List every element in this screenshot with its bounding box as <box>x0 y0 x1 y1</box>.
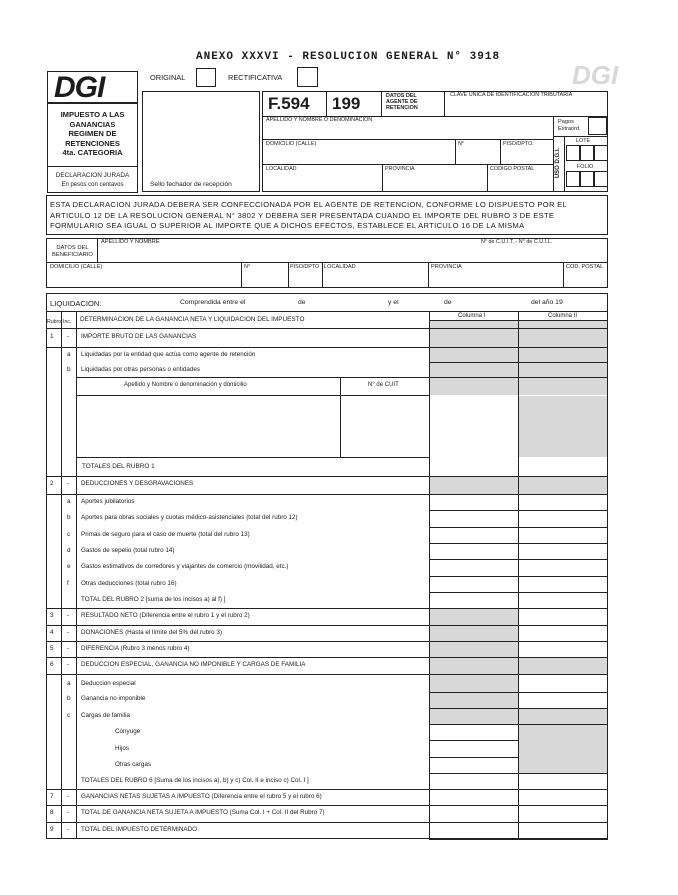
row-label: RESULTADO NETO (Diferencia entre el rubro 1 y el rubro 2) <box>81 612 250 619</box>
inciso-letter: - <box>67 809 70 816</box>
ben-piso-label: PISO/DPTO <box>290 264 320 270</box>
form-year: 199 <box>332 94 361 113</box>
inciso-letter: - <box>67 661 70 668</box>
inciso-letter: b <box>67 366 71 373</box>
row-label: Hijos <box>115 745 129 752</box>
row-label: TOTALES DEL RUBRO 6 [Suma de los incisos a), b) y c) Col. II e inciso c) Col. I ] <box>81 777 309 784</box>
row-label: GANANCIAS NETAS SUJETAS A IMPUESTO (Diferencia entre el rubro 5 y el rubro 6) <box>81 793 322 800</box>
row-label: Liquidadas por la entidad que actúa como agente de retención <box>81 351 256 358</box>
inciso-letter: - <box>67 793 70 800</box>
row-label: Cónyuge <box>115 728 141 735</box>
row-label: Deduccion especial <box>81 680 136 687</box>
ben-cuit-label: N° de C.U.I.T. - N° de C.U.I.L. <box>481 239 553 245</box>
currency-note: En pesos con centavos <box>61 182 124 188</box>
del-anio-label: del año 19 <box>531 299 563 306</box>
de2-label: de <box>444 299 452 306</box>
sello-box <box>142 91 260 192</box>
row-label: Otras deducciones (total rubro 16) <box>81 580 177 587</box>
folio-box-1[interactable] <box>566 171 580 187</box>
domicilio-label: DOMICILIO (CALLE) <box>266 141 317 147</box>
row-label: TOTAL DEL IMPUESTO DETERMINADO <box>81 826 198 833</box>
row-label: Otras cargas <box>115 761 152 768</box>
notice-text: ESTA DECLARACION JURADA DEBERA SER CONFECCIONADA POR EL AGENTE DE RETENCION, CONFORME LO DISPUESTO POR EL ARTICULO 12 DE LA RESOLUCION GENERAL N° 3802 Y DEBERA SER PRESENTADA CUANDO EL IMPORTE DEL RUBRO 3 DE ESTE FORMULARIO SEA IGUAL O SUPERIOR AL IMPORTE QUE A DICHOS EFECTOS, ESTABLECE EL ARTICULO 16 DE LA MISMA <box>50 200 568 230</box>
lote-label: LOTE <box>576 138 591 144</box>
inciso-letter: a <box>67 680 71 687</box>
inciso-letter: - <box>67 629 70 636</box>
rubro-number: 2 <box>50 480 54 487</box>
inciso-letter: - <box>67 612 70 619</box>
inciso-letter: a <box>67 351 71 358</box>
form-number: F.594 <box>268 94 310 113</box>
inciso-letter: b <box>67 695 71 702</box>
row-label: Aportes para obras sociales y cuotas médico-asistenciales (total del rubro 12) <box>81 514 298 521</box>
show-through-logo: DGI <box>572 60 619 90</box>
logo-box <box>47 71 138 103</box>
rubro-number: 5 <box>50 645 54 652</box>
rectificativa-checkbox[interactable] <box>297 67 318 87</box>
ben-apellido-label: APELLIDO Y NOMBRE <box>101 239 160 245</box>
col1-header: Columna I <box>458 313 486 319</box>
liquidacion-label: LIQUIDACION: <box>50 299 102 308</box>
row-label: DEDUCCIONES Y DESGRAVACIONES <box>81 480 194 487</box>
ben-numero-label: N° <box>244 264 251 270</box>
apellido-label: APELLIDO Y NOMBRE O DENOMINACION <box>266 117 373 123</box>
row-label: DEDUCCION ESPECIAL, GANANCIA NO IMPONIBLE Y CARGAS DE FAMILIA <box>81 661 306 668</box>
row-label: IMPORTE BRUTO DE LAS GANANCIAS <box>81 333 197 340</box>
inciso-letter: a <box>67 498 71 505</box>
declaracion-jurada: DECLARACION JURADA <box>55 172 130 179</box>
sello-label: Sello fechador de recepción <box>150 181 232 188</box>
row-label: Cargas de familia <box>81 712 130 719</box>
provincia-label: PROVINCIA <box>385 166 415 172</box>
inciso-letter: - <box>67 480 70 487</box>
inc-header: Inc. <box>63 319 72 325</box>
subtable-name-header: Apellido y Nombre o denominación y domicilio <box>124 382 247 388</box>
lote-box-1[interactable] <box>566 145 580 161</box>
inciso-letter: - <box>67 333 70 340</box>
lote-box-3[interactable] <box>594 145 608 161</box>
lote-box-2[interactable] <box>580 145 594 161</box>
agent-data-label: DATOS DEL AGENTE DE RETENCION <box>386 93 418 112</box>
inciso-letter: d <box>67 547 71 554</box>
row-label: Gastos estimativos de corredores y viajantes de comercio (movilidad, etc.) <box>81 563 289 570</box>
tax-name: IMPUESTO A LAS GANANCIAS REGIMEN DE RETENCIONES 4ta. CATEGORIA <box>60 110 125 158</box>
total-rubro1: TOTALES DEL RUBRO 1 <box>82 463 155 470</box>
rectificativa-label: RECTIFICATIVA <box>228 73 283 82</box>
beneficiario-label: DATOS DEL BENEFICIARIO <box>52 245 93 258</box>
piso-label: PISO/DPTO. <box>503 141 534 147</box>
rubro-number: 9 <box>50 826 54 833</box>
rubro-number: 8 <box>50 809 54 816</box>
cuit-label: CLAVE UNICA DE IDENTIFICACION TRIBUTARIA <box>450 92 573 98</box>
row-label: TOTAL DE GANANCIA NETA SUJETA A IMPUESTO (Suma Col. I + Col. II del Rubro 7) <box>81 809 325 816</box>
row-label: Gastos de sepelio (total rubro 14) <box>81 547 175 554</box>
rubro-number: 6 <box>50 661 54 668</box>
pagos-checkbox[interactable] <box>588 117 607 135</box>
folio-box-2[interactable] <box>580 171 594 187</box>
original-label: ORIGINAL <box>150 73 186 82</box>
rubro-number: 1 <box>50 333 54 340</box>
de1-label: de <box>298 299 306 306</box>
rubro-header: Rubro <box>47 319 62 325</box>
ben-localidad-label: LOCALIDAD <box>324 264 356 270</box>
determinacion-header: DETERMINACION DE LA GANANCIA NETA Y LIQUIDACION DEL IMPUESTO <box>80 316 305 323</box>
col2-header: Columna II <box>548 313 578 319</box>
row-label: DONACIONES (Hasta el límite del 5% del rubro 3) <box>81 629 223 636</box>
rubro-number: 4 <box>50 629 54 636</box>
dgi-logo: DGI <box>54 71 105 104</box>
ben-provincia-label: PROVINCIA <box>431 264 462 270</box>
inciso-letter: - <box>67 826 70 833</box>
inciso-letter: e <box>67 563 71 570</box>
uso-dgi-label: USO D.G.I. <box>555 147 561 179</box>
ben-cp-label: COD. POSTAL <box>566 264 604 270</box>
form-title: ANEXO XXXVI - RESOLUCION GENERAL N° 3918 <box>196 51 501 63</box>
row-label: DIFERENCIA (Rubro 3 menos rubro 4) <box>81 645 190 652</box>
row-label: Liquidadas por otras personas o entidades <box>81 366 201 373</box>
inciso-letter: c <box>67 712 71 719</box>
folio-label: FOLIO <box>577 164 594 170</box>
pagos-label: Pagos Extraord. <box>558 119 581 132</box>
y-el-label: y el <box>388 299 399 306</box>
row-label: Primas de seguro para el caso de muerte (total del rubro 13) <box>81 531 250 538</box>
row-label: Ganancia no imponible <box>81 695 146 702</box>
inciso-letter: - <box>67 645 70 652</box>
folio-box-3[interactable] <box>594 171 608 187</box>
codigo-postal-label: CODIGO POSTAL <box>490 166 535 172</box>
ben-domicilio-label: DOMICILIO (CALLE) <box>50 264 103 270</box>
comprendida-label: Comprendida entre el <box>180 299 246 306</box>
inciso-letter: f <box>67 580 69 587</box>
row-label: Aportes jubilatorios <box>81 498 135 505</box>
row-label: TOTAL DEL RUBRO 2 [suma de los incisos a) al f) ] <box>81 596 226 603</box>
rubro-number: 7 <box>50 793 54 800</box>
inciso-letter: b <box>67 514 71 521</box>
subtable-cuit-header: N° de CUIT <box>368 382 399 388</box>
localidad-label: LOCALIDAD <box>266 166 297 172</box>
original-checkbox[interactable] <box>196 68 216 87</box>
inciso-letter: c <box>67 531 71 538</box>
rubro-number: 3 <box>50 612 54 619</box>
numero-label: N° <box>458 141 465 147</box>
